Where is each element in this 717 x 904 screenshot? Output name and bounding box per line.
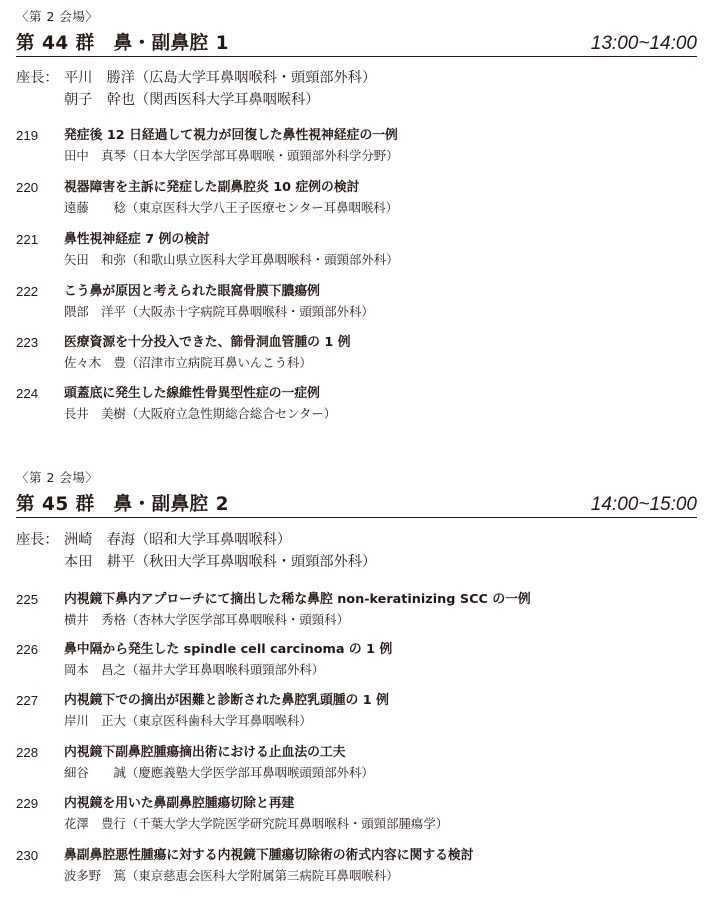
talk-number: 228 — [16, 745, 39, 760]
chair-label: 座長： — [16, 70, 59, 86]
talk-title: 鼻中隔から発生した spindle cell carcinoma の 1 例 — [64, 642, 393, 657]
talk-number: 230 — [16, 848, 39, 863]
talk-author: 岡本 昌之（福井大学耳鼻咽喉科頭頸部外科） — [64, 662, 325, 677]
group-title: 第 44 群 鼻・副鼻腔 1 — [16, 33, 229, 54]
talk-number: 219 — [16, 128, 39, 143]
chair-row — [16, 67, 376, 89]
talk-title: 頭蓋底に発生した線維性骨異型性症の一症例 — [64, 386, 320, 401]
chairs-block — [16, 529, 376, 573]
talk-author: 佐々木 豊（沼津市立病院耳鼻いんこう科） — [64, 355, 312, 370]
talk-author: 隈部 洋平（大阪赤十字病院耳鼻咽喉科・頭頸部外科） — [64, 304, 374, 319]
talk-title: こう鼻が原因と考えられた眼窩骨膜下膿瘍例 — [64, 284, 320, 299]
talk-author: 長井 美樹（大阪府立急性期総合総合センター） — [64, 406, 337, 421]
chair-name: 洲崎 春海（昭和大学耳鼻咽喉科） — [64, 532, 292, 548]
talk-title: 内視鏡下での摘出が困難と診断された鼻腔乳頭腫の 1 例 — [64, 693, 389, 708]
group-time: 13:00~14:00 — [590, 33, 697, 54]
talk-title: 鼻性視神経症 7 例の検討 — [64, 232, 210, 247]
talk-number: 222 — [16, 284, 39, 299]
session-header — [16, 493, 697, 518]
group-time: 14:00~15:00 — [590, 494, 697, 515]
talk-number: 229 — [16, 796, 39, 811]
talk-title: 鼻副鼻腔悪性腫瘍に対する内視鏡下腫瘍切除術の術式内容に関する検討 — [64, 848, 474, 863]
talk-author: 横井 秀格（杏林大学医学部耳鼻咽喉科・頭頸科） — [64, 612, 349, 627]
talk-title: 視器障害を主訴に発症した副鼻腔炎 10 症例の検討 — [64, 180, 360, 195]
talk-number: 225 — [16, 592, 39, 607]
talk-author: 矢田 和弥（和歌山県立医科大学耳鼻咽喉科・頭頸部外科） — [64, 252, 399, 267]
talk-number: 224 — [16, 386, 39, 401]
talk-title: 内視鏡を用いた鼻副鼻腔腫瘍切除と再建 — [64, 796, 295, 811]
talk-author: 遠藤 稔（東京医科大学八王子医療センター耳鼻咽喉科） — [64, 200, 399, 215]
chair-row — [16, 89, 376, 111]
chair-label: 座長： — [16, 532, 59, 548]
session-header — [16, 32, 697, 57]
talk-number: 223 — [16, 335, 39, 350]
venue-label: 〈第 2 会場〉 — [16, 470, 99, 485]
venue-label: 〈第 2 会場〉 — [16, 9, 99, 24]
talk-title: 内視鏡下鼻内アプローチにて摘出した稀な鼻腔 non-keratinizing SCC の一例 — [64, 592, 531, 607]
talk-title: 医療資源を十分投入できた、篩骨洞血管腫の 1 例 — [64, 335, 351, 350]
talk-author: 田中 真琴（日本大学医学部耳鼻咽喉・頭頸部外科学分野） — [64, 148, 399, 163]
talk-number: 221 — [16, 232, 39, 247]
talk-author: 細谷 誠（慶應義塾大学医学部耳鼻咽喉頭頸部外科） — [64, 765, 374, 780]
talk-number: 220 — [16, 180, 39, 195]
chairs-block — [16, 67, 376, 111]
talk-number: 227 — [16, 693, 39, 708]
talk-title: 発症後 12 日経過して視力が回復した鼻性視神経症の一例 — [64, 128, 398, 143]
chair-name: 本田 耕平（秋田大学耳鼻咽喉科・頭頸部外科） — [64, 554, 377, 570]
talk-number: 226 — [16, 642, 39, 657]
talk-title: 内視鏡下副鼻腔腫瘍摘出術における止血法の工夫 — [64, 745, 346, 760]
talk-author: 岸川 正大（東京医科歯科大学耳鼻咽喉科） — [64, 713, 312, 728]
group-title: 第 45 群 鼻・副鼻腔 2 — [16, 494, 229, 515]
chair-row — [16, 529, 376, 551]
chair-name: 平川 勝洋（広島大学耳鼻咽喉科・頭頸部外科） — [64, 70, 377, 86]
talk-author: 波多野 篤（東京慈恵会医科大学附属第三病院耳鼻咽喉科） — [64, 868, 399, 883]
chair-name: 朝子 幹也（関西医科大学耳鼻咽喉科） — [64, 92, 320, 108]
talk-author: 花澤 豊行（千葉大学大学院医学研究院耳鼻咽喉科・頭頸部腫瘍学） — [64, 816, 449, 831]
chair-row — [16, 551, 376, 573]
